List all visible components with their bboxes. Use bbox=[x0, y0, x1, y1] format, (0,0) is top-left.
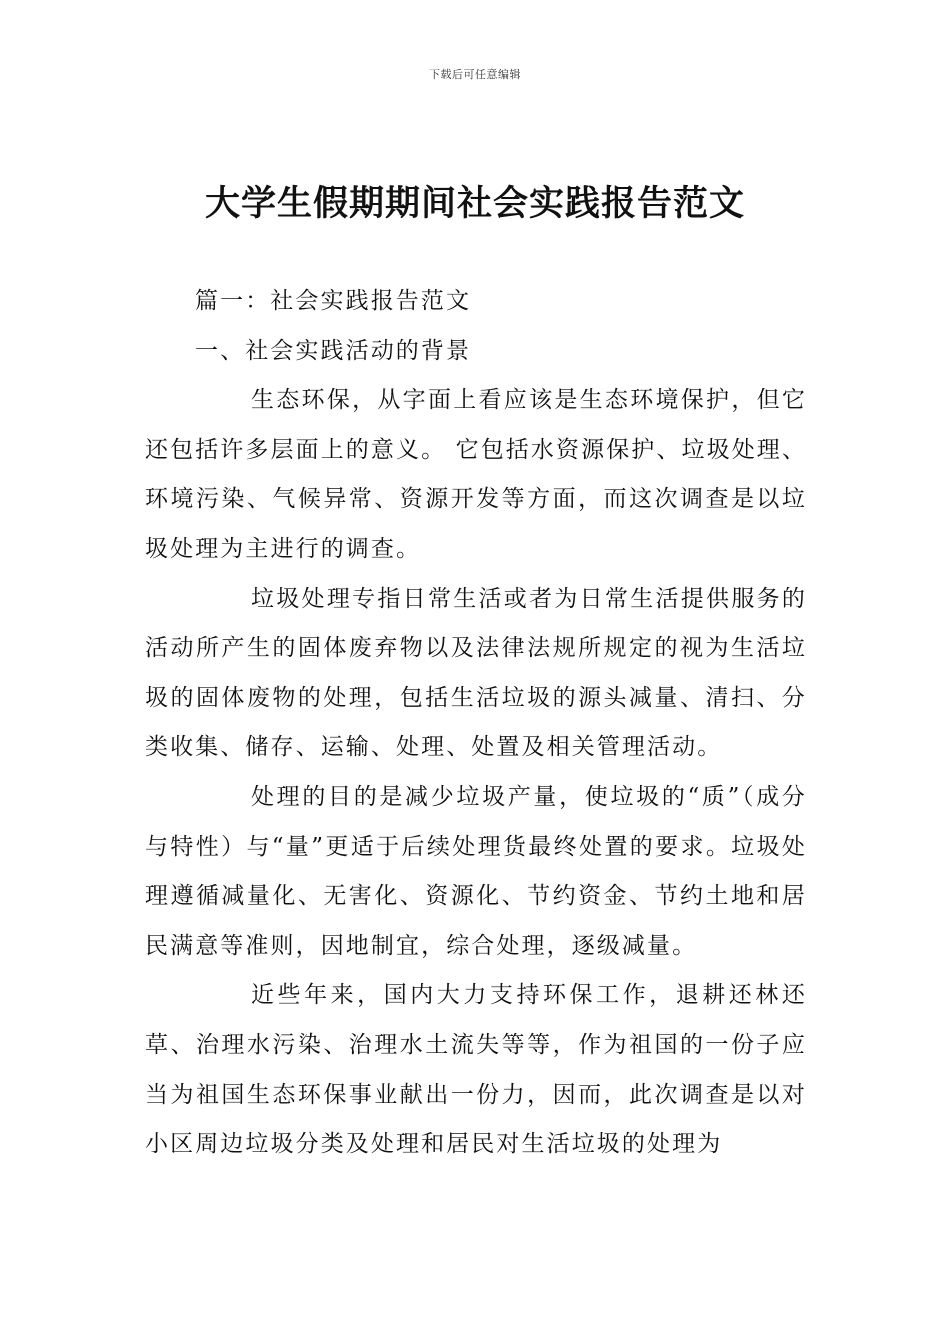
paragraph: 生态环保，从字面上看应该是生态环境保护，但它还包括许多层面上的意义。 它包括水资源保护、垃圾处理、环境污染、气候异常、资源开发等方面，而这次调查是以垃圾处理为主进行的调查。 bbox=[145, 387, 808, 562]
paragraph: 垃圾处理专指日常生活或者为日常生活提供服务的活动所产生的固体废弃物以及法律法规所规定的视为生活垃圾的固体废物的处理，包括生活垃圾的源头减量、清扫、分类收集、储存、运输、处理、处置及相关管理活动。 bbox=[145, 585, 807, 761]
document-body bbox=[145, 277, 807, 1170]
header-note: 下载后可任意编辑 bbox=[429, 68, 521, 81]
document-title: 大学生假期期间社会实践报告范文 bbox=[204, 184, 745, 224]
subsection-heading: 一、社会实践活动的背景 bbox=[195, 337, 472, 364]
paragraph: 近些年来，国内大力支持环保工作，退耕还林还草、治理水污染、治理水土流失等等，作为祖国的一份子应当为祖国生态环保事业献出一份力，因而，此次调查是以对小区周边垃圾分类及处理和居民对生活垃圾的处理为 bbox=[145, 982, 807, 1158]
section-heading: 篇一：社会实践报告范文 bbox=[195, 288, 472, 314]
paragraph: 处理的目的是减少垃圾产量，使垃圾的“质”（成分与特性）与“量”更适于后续处理货最终处置的要求。垃圾处理遵循减量化、无害化、资源化、节约资金、节约土地和居民满意等准则，因地制宜，综合处理，逐级减量。 bbox=[145, 783, 807, 959]
